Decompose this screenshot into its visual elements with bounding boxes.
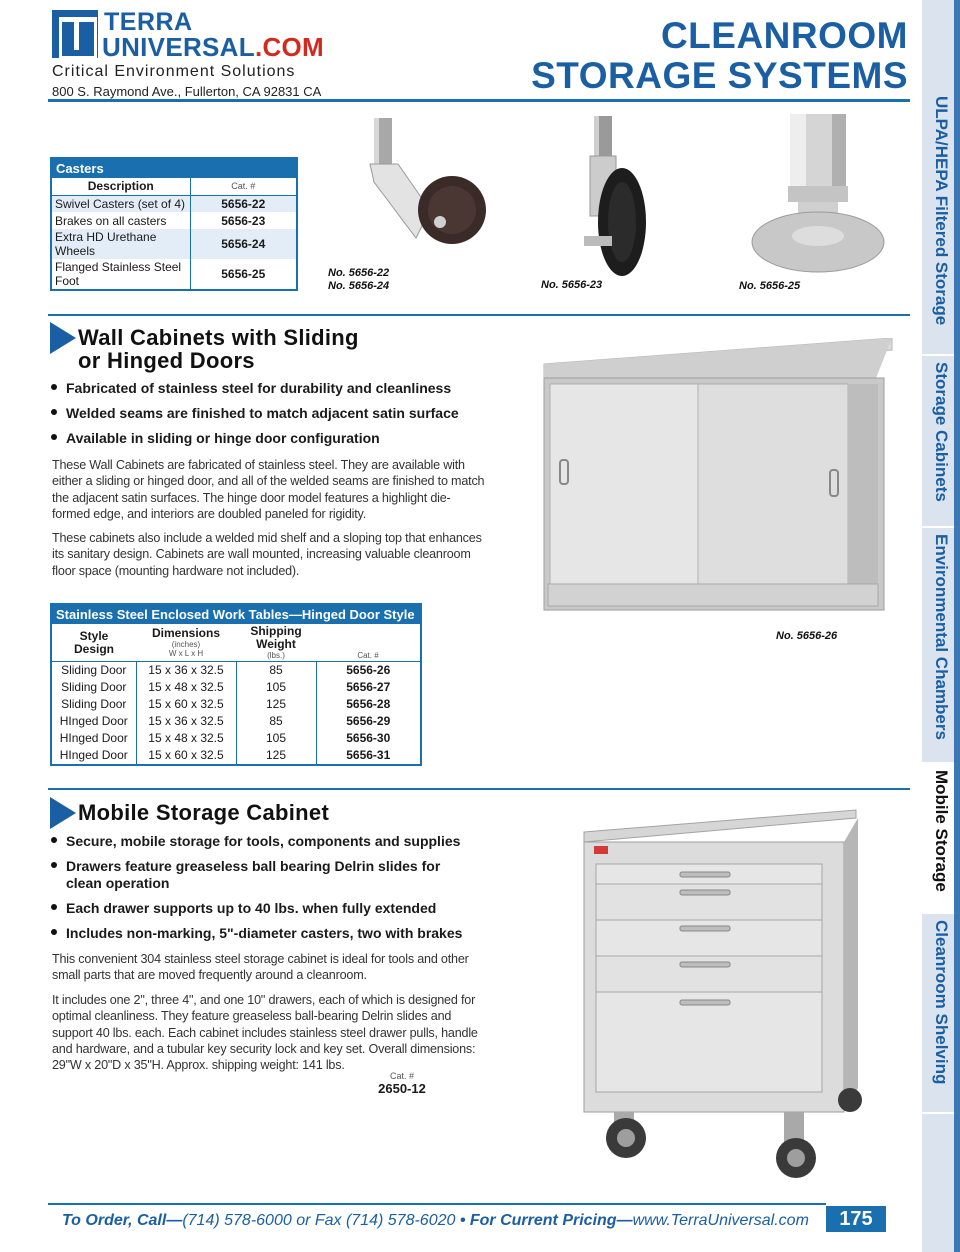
caster-desc: Flanged Stainless Steel Foot [52, 259, 190, 289]
caster-cat: 5656-24 [190, 229, 296, 259]
row-style: HInged Door [52, 747, 136, 764]
wall-cabinet-caption: No. 5656-26 [776, 630, 838, 642]
logo-terra: TERRA [104, 8, 193, 36]
table-row [52, 195, 296, 212]
row-cat: 5656-28 [346, 697, 391, 711]
row-weight: 125 [236, 696, 316, 713]
col-description: Description [52, 178, 190, 195]
section-arrow-icon [50, 797, 76, 829]
caster-cat: 5656-22 [190, 195, 296, 212]
wall-cabinets-paragraph-2: These cabinets also include a welded mid shelf and a sloping top that enhances its sanitary design. Cabinets are wall mounted, increasing valuable cleanroom floor space (mounting hardware not included). [52, 531, 482, 578]
caster-desc: Brakes on all casters [52, 212, 190, 229]
caster-desc: Swivel Casters (set of 4) [52, 195, 190, 212]
table-row [52, 713, 420, 730]
caption-line: No. 5656-22 [328, 267, 390, 279]
caster-cat: 5656-23 [221, 213, 266, 228]
section-rule [48, 788, 910, 790]
feature-bullet: Available in sliding or hinge door configuration [50, 430, 500, 447]
side-tab-label: Mobile Storage [932, 770, 951, 892]
logo-universal [102, 32, 324, 63]
row-dimensions: 15 x 36 x 32.5 [136, 713, 236, 730]
brake-caster-photo [580, 116, 690, 282]
casters-table [50, 157, 298, 291]
feature-bullet: Each drawer supports up to 40 lbs. when fully extended [50, 900, 470, 917]
casters-table-title: Casters [52, 159, 296, 178]
row-cat: 5656-30 [346, 731, 391, 745]
row-weight: 105 [236, 730, 316, 747]
page-title-line2: STORAGE SYSTEMS [531, 55, 908, 96]
page-title [531, 16, 908, 96]
header-rule [48, 99, 910, 102]
side-tab-label: Storage Cabinets [932, 362, 951, 502]
order-label: To Order, Call— [62, 1212, 183, 1229]
flanged-foot-photo [748, 114, 888, 274]
col-dim-label: Dimensions [151, 626, 220, 640]
col-dim-units: (inches) [171, 640, 201, 649]
col-cat [316, 624, 420, 662]
worktables-table-grid [52, 624, 420, 764]
col-cat-label: Cat. # [357, 651, 379, 660]
mobile-cabinet-cat-label: Cat. # [389, 1071, 414, 1081]
caster-cat: 5656-25 [221, 267, 266, 281]
col-ship-line1: Shipping [250, 624, 302, 638]
worktables-table-title: Stainless Steel Enclosed Work Tables—Hinged Door Style [52, 605, 420, 624]
section-arrow-icon [50, 322, 76, 354]
terra-universal-logo [52, 8, 352, 98]
wall-cabinets-title-line1: Wall Cabinets with Sliding [78, 325, 359, 350]
swivel-caster-photo [360, 118, 490, 266]
page-number: 175 [826, 1206, 886, 1232]
col-ship-line2: Weight [256, 637, 296, 651]
order-phone[interactable]: (714) 578-6000 or Fax (714) 578-6020 [182, 1212, 456, 1229]
row-style: HInged Door [52, 730, 136, 747]
wall-cabinet-photo [536, 338, 896, 618]
mobile-cabinet-features [50, 833, 470, 950]
feature-bullet: Secure, mobile storage for tools, components and supplies [50, 833, 470, 850]
row-cat: 5656-31 [346, 748, 391, 762]
row-dimensions: 15 x 60 x 32.5 [136, 747, 236, 764]
row-style: Sliding Door [52, 696, 136, 713]
feature-bullet: Welded seams are finished to match adjacent satin surface [50, 405, 500, 422]
col-dimensions [136, 624, 236, 662]
row-style: Sliding Door [52, 679, 136, 696]
row-dimensions: 15 x 36 x 32.5 [136, 662, 236, 679]
col-shipping-weight [236, 624, 316, 662]
logo-universal-text: UNIVERSAL [102, 32, 255, 62]
side-tab-strip [954, 0, 960, 1252]
company-tagline: Critical Environment Solutions [52, 63, 296, 80]
worktables-table [50, 603, 422, 766]
row-style: Sliding Door [52, 662, 136, 679]
mobile-cabinet-cat-number: 2650-12 [378, 1081, 426, 1096]
side-tab-label: Cleanroom Shelving [932, 920, 951, 1085]
row-dimensions: 15 x 60 x 32.5 [136, 696, 236, 713]
col-style-line2: Design [73, 641, 114, 656]
table-row [52, 229, 296, 259]
col-style-line1: Style [79, 628, 109, 643]
page-title-line1: CLEANROOM [660, 15, 908, 56]
col-cat: Cat. # [190, 178, 296, 195]
caster-caption-1 [328, 267, 389, 293]
row-weight: 85 [236, 662, 316, 679]
col-ship-units: (lbs.) [267, 651, 285, 660]
feature-bullet: Includes non-marking, 5"-diameter casters, two with brakes [50, 925, 470, 942]
caster-caption-2: No. 5656-23 [541, 279, 603, 291]
mobile-cabinet-paragraph-1: This convenient 304 stainless steel storage cabinet is ideal for tools and other small parts that are moved frequently around a cleanroom. [52, 952, 469, 983]
logo-mark-icon [52, 10, 98, 58]
side-tab-label: ULPA/HEPA Filtered Storage [932, 96, 951, 326]
col-style [52, 624, 136, 662]
table-row [52, 212, 296, 229]
row-dimensions: 15 x 48 x 32.5 [136, 679, 236, 696]
caption-line: No. 5656-24 [328, 280, 390, 292]
company-address: 800 S. Raymond Ave., Fullerton, CA 92831 CA [52, 84, 322, 99]
wall-cabinets-title [78, 326, 359, 372]
feature-bullet: Drawers feature greaseless ball bearing Delrin slides for clean operation [50, 858, 470, 892]
row-style: HInged Door [52, 713, 136, 730]
casters-table-grid [52, 178, 296, 289]
caster-desc: Extra HD Urethane Wheels [52, 229, 190, 259]
caster-caption-3: No. 5656-25 [739, 280, 801, 292]
mobile-cabinet-title: Mobile Storage Cabinet [78, 800, 330, 825]
table-row [52, 679, 420, 696]
row-weight: 85 [236, 713, 316, 730]
row-dimensions: 15 x 48 x 32.5 [136, 730, 236, 747]
feature-bullet: Fabricated of stainless steel for durability and cleanliness [50, 380, 500, 397]
logo-dotcom: .COM [254, 32, 325, 62]
table-row [52, 696, 420, 713]
table-row [52, 259, 296, 289]
row-weight: 105 [236, 679, 316, 696]
mobile-cabinet-photo [574, 808, 874, 1188]
website-link[interactable]: www.TerraUniversal.com [632, 1212, 809, 1229]
col-dim-order: W x L x H [168, 649, 204, 658]
side-tab-label: Environmental Chambers [932, 534, 951, 740]
wall-cabinets-paragraph-1: These Wall Cabinets are fabricated of stainless steel. They are available with either a sliding or hinged door, and all of the welded seams are finished to match the adjacent satin surfaces. The hinge door model features a highlight die-formed edge, and interiors are doubled paneled for rigidity. [52, 458, 485, 521]
table-row [52, 747, 420, 764]
row-weight: 125 [236, 747, 316, 764]
table-row [52, 730, 420, 747]
side-tab-bar [922, 0, 960, 1252]
section-rule [48, 314, 910, 316]
row-cat: 5656-29 [346, 714, 391, 728]
mobile-cabinet-paragraph-2: It includes one 2", three 4", and one 10" drawers, each of which is designed for optimal cleanliness. They feature greaseless ball-bearing Delrin slides and support 40 lbs. each. Each cabinet includes stainless steel drawer pulls, handle and hardware, and a tubular key security lock and key set. Overall dimensions: 29"W x 20"D x 35"H. Approx. shipping weight: 141 lbs. [52, 993, 478, 1073]
footer-rule [48, 1203, 826, 1205]
table-row [52, 662, 420, 679]
wall-cabinets-title-line2: or Hinged Doors [78, 348, 255, 373]
order-footer [62, 1212, 809, 1230]
row-cat: 5656-27 [346, 680, 391, 694]
row-cat: 5656-26 [346, 663, 391, 678]
wall-cabinets-features [50, 380, 500, 455]
pricing-label: • For Current Pricing— [455, 1212, 633, 1229]
